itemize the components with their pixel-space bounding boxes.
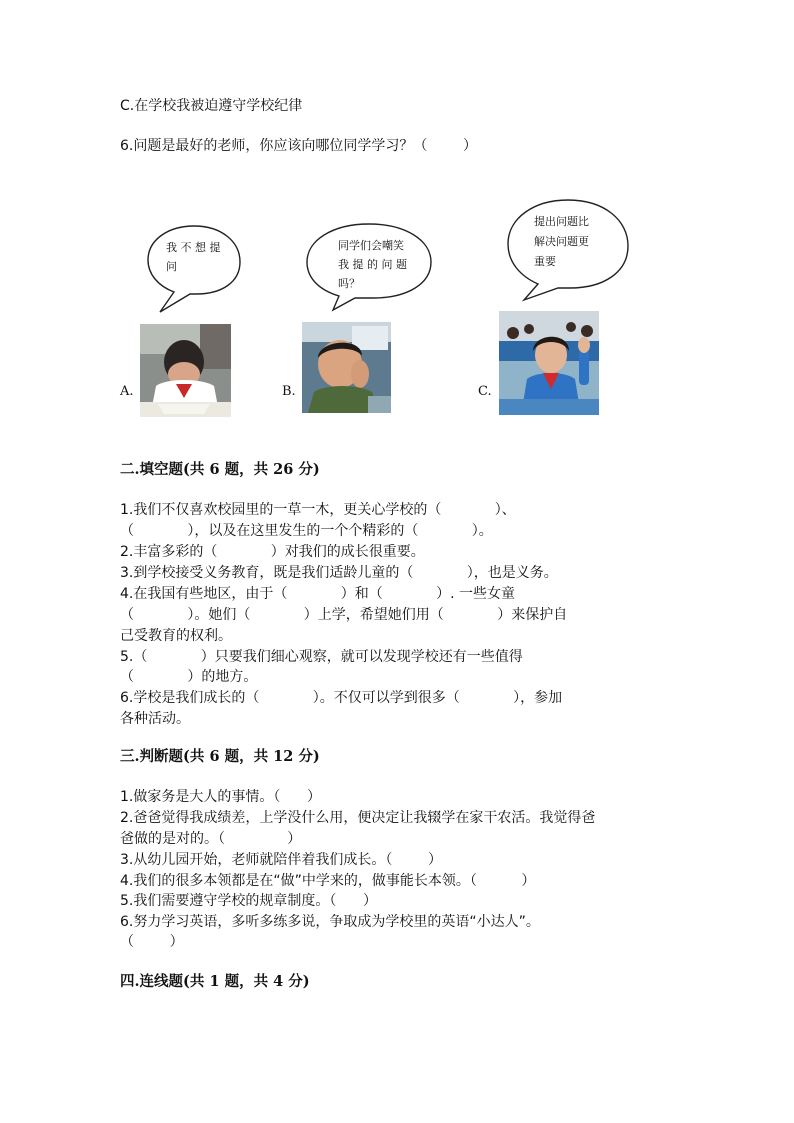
- s3-line: 3.从幼儿园开始，老师就陪伴着我们成长。（ ）: [120, 852, 442, 868]
- section-2-heading: 二.填空题(共 6 题，共 26 分): [120, 461, 320, 478]
- photo-boy-thinking: [302, 322, 391, 413]
- bubble-c-line-3: 重要: [534, 255, 556, 268]
- s3-line: 6.努力学习英语，多听多练多说，争取成为学校里的英语“小达人”。: [120, 914, 540, 930]
- photo-girl-raising-hand: [499, 311, 599, 415]
- s2-line: （ ），以及在这里发生的一个个精彩的（ ）。: [120, 523, 493, 539]
- s2-line: （ ）。她们（ ）上学，希望她们用（ ）来保护自: [120, 607, 568, 623]
- q5-option-c: C.在学校我被迫遵守学校纪律: [120, 98, 303, 114]
- s2-line: 3.到学校接受义务教育，既是我们适龄儿童的（ ），也是义务。: [120, 565, 558, 581]
- bubble-c-line-2: 解决问题更: [534, 235, 589, 248]
- s2-line: 各种活动。: [120, 711, 190, 727]
- bubble-a-line-2: 问: [166, 260, 177, 273]
- option-c-label: C.: [478, 384, 492, 399]
- s2-line: 己受教育的权利。: [120, 628, 232, 644]
- bubble-b-line-2: 我 提 的 问 题: [338, 258, 407, 271]
- s3-line: 4.我们的很多本领都是在“做”中学来的，做事能长本领。（ ）: [120, 873, 536, 889]
- s3-line: 1.做家务是大人的事情。（ ）: [120, 789, 322, 805]
- option-b-label: B.: [282, 384, 296, 399]
- s2-line: 6.学校是我们成长的（ ）。不仅可以学到很多（ ），参加: [120, 690, 563, 706]
- s3-line: 爸做的是对的。（ ）: [120, 831, 302, 847]
- speech-bubble-a: [146, 222, 244, 316]
- section-4-heading: 四.连线题(共 1 题，共 4 分): [120, 973, 310, 990]
- bubble-b-line-3: 吗？: [338, 277, 360, 290]
- photo-boy-reading: [140, 324, 231, 417]
- s2-line: 2.丰富多彩的（ ）对我们的成长很重要。: [120, 544, 425, 560]
- s2-line: 4.在我国有些地区，由于（ ）和（ ）. 一些女童: [120, 586, 516, 602]
- option-a-label: A.: [120, 384, 134, 399]
- q6-prompt: 6.问题是最好的老师，你应该向哪位同学学习？（ ）: [120, 138, 477, 154]
- s3-line: （ ）: [120, 934, 184, 950]
- s2-line: 5.（ ）只要我们细心观察，就可以发现学校还有一些值得: [120, 649, 523, 665]
- s2-line: （ ）的地方。: [120, 669, 258, 685]
- s3-line: 2.爸爸觉得我成绩差，上学没什么用，便决定让我辍学在家干农活。我觉得爸: [120, 810, 596, 826]
- section-3-heading: 三.判断题(共 6 题，共 12 分): [120, 748, 320, 765]
- bubble-b-line-1: 同学们会嘲笑: [338, 239, 404, 252]
- bubble-c-line-1: 提出问题比: [534, 215, 589, 228]
- s2-line: 1.我们不仅喜欢校园里的一草一木，更关心学校的（ ）、: [120, 502, 516, 518]
- bubble-a-line-1: 我 不 想 提: [166, 241, 221, 254]
- s3-line: 5.我们需要遵守学校的规章制度。（ ）: [120, 893, 378, 909]
